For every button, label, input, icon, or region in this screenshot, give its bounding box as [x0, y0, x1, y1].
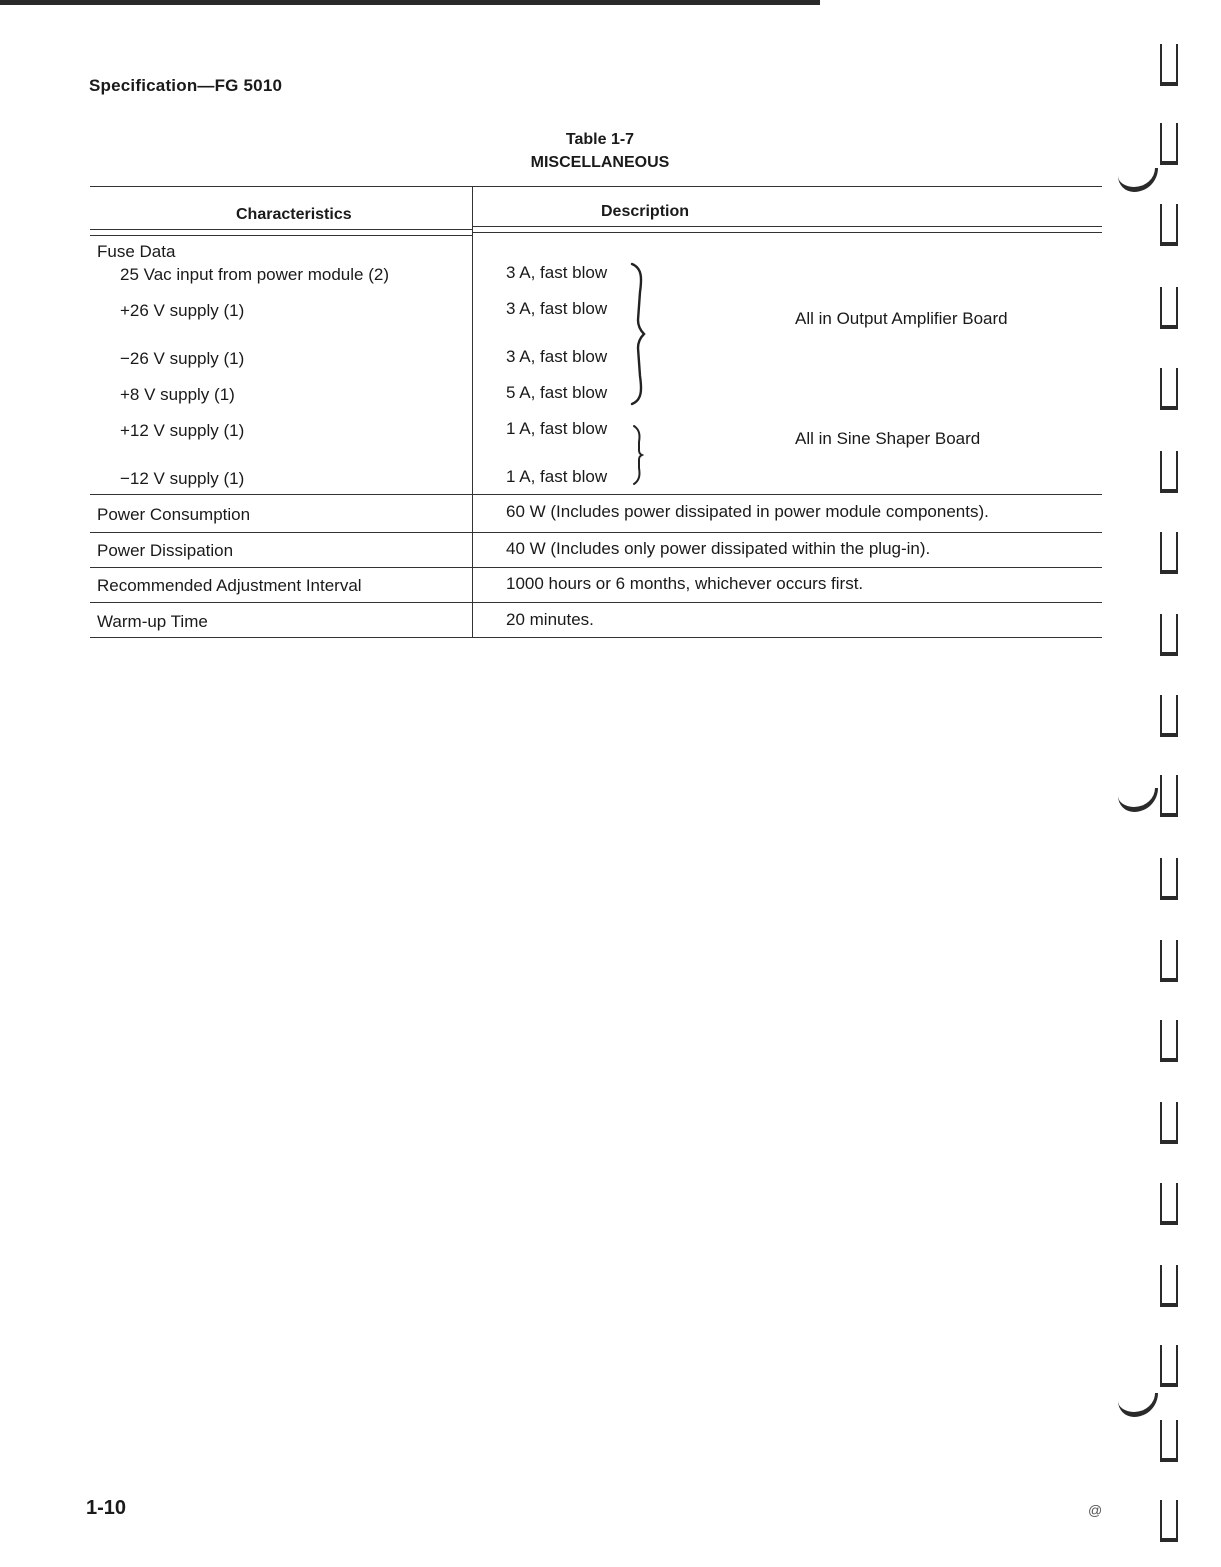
row-characteristic: Power Consumption [97, 505, 251, 524]
fuse-row-description: 3 A, fast blow [506, 263, 608, 282]
binding-hole [1160, 204, 1178, 246]
binding-hole [1160, 1265, 1178, 1307]
table-bottom-rule [90, 637, 1102, 638]
binding-curl [1118, 1393, 1158, 1417]
header-bottom-rule-left-2 [90, 235, 473, 236]
fuse-row-description: 5 A, fast blow [506, 383, 608, 402]
fuse-row-description: 3 A, fast blow [506, 299, 608, 318]
top-edge-rule [0, 0, 820, 5]
binding-hole [1160, 1345, 1178, 1387]
binding-hole [1160, 1183, 1178, 1225]
row-description: 60 W (Includes power dissipated in power module components). [506, 502, 989, 521]
row-rule-fuse [90, 494, 1102, 495]
row-description: 20 minutes. [506, 610, 594, 629]
binding-hole [1160, 614, 1178, 656]
table-number: Table 1-7 [565, 131, 635, 148]
binding-curl [1118, 788, 1158, 812]
binding-curl [1118, 168, 1158, 192]
binding-hole [1160, 695, 1178, 737]
row-rule-consumption [90, 532, 1102, 533]
fuse-row-description: 1 A, fast blow [506, 419, 608, 438]
running-head: Specification—FG 5010 [89, 76, 283, 95]
binding-hole [1160, 940, 1178, 982]
row-characteristic: Warm-up Time [97, 612, 208, 631]
fuse-row-description: 1 A, fast blow [506, 467, 608, 486]
fuse-row-characteristic: −26 V supply (1) [120, 349, 245, 368]
table-title: MISCELLANEOUS [530, 154, 670, 171]
binding-hole [1160, 451, 1178, 493]
sine-shaper-brace [630, 424, 650, 486]
row-description: 40 W (Includes only power dissipated within the plug-in). [506, 539, 931, 558]
binding-hole [1160, 1420, 1178, 1462]
output-amplifier-note: All in Output Amplifier Board [795, 309, 1008, 328]
binding-holes [1160, 0, 1200, 1567]
fuse-data-label: Fuse Data [97, 242, 176, 261]
header-bottom-rule-right-2 [473, 232, 1102, 233]
binding-hole [1160, 1500, 1178, 1542]
fuse-row-characteristic: +8 V supply (1) [120, 385, 235, 404]
fuse-row-characteristic: −12 V supply (1) [120, 469, 245, 488]
binding-hole [1160, 287, 1178, 329]
column-divider [472, 186, 473, 638]
header-bottom-rule-left [90, 229, 473, 230]
fuse-row-characteristic: 25 Vac input from power module (2) [120, 265, 389, 284]
output-amplifier-brace [628, 262, 654, 406]
row-characteristic: Recommended Adjustment Interval [97, 576, 362, 595]
row-rule-adjustment [90, 602, 1102, 603]
fuse-row-description: 3 A, fast blow [506, 347, 608, 366]
binding-hole [1160, 532, 1178, 574]
binding-hole [1160, 44, 1178, 86]
binding-hole [1160, 123, 1178, 165]
binding-hole [1160, 1102, 1178, 1144]
header-description: Description [601, 203, 690, 220]
table-top-rule [90, 186, 1102, 187]
row-description: 1000 hours or 6 months, whichever occurs first. [506, 574, 864, 593]
fuse-row-characteristic: +26 V supply (1) [120, 301, 245, 320]
binding-hole [1160, 858, 1178, 900]
binding-hole [1160, 368, 1178, 410]
copyright-mark: @ [1088, 1502, 1103, 1518]
row-characteristic: Power Dissipation [97, 541, 234, 560]
fuse-row-characteristic: +12 V supply (1) [120, 421, 245, 440]
header-characteristics: Characteristics [236, 206, 352, 223]
page-number: 1-10 [86, 1497, 127, 1519]
row-rule-dissipation [90, 567, 1102, 568]
header-bottom-rule-right [473, 226, 1102, 227]
binding-hole [1160, 1020, 1178, 1062]
binding-hole [1160, 775, 1178, 817]
sine-shaper-note: All in Sine Shaper Board [795, 429, 981, 448]
